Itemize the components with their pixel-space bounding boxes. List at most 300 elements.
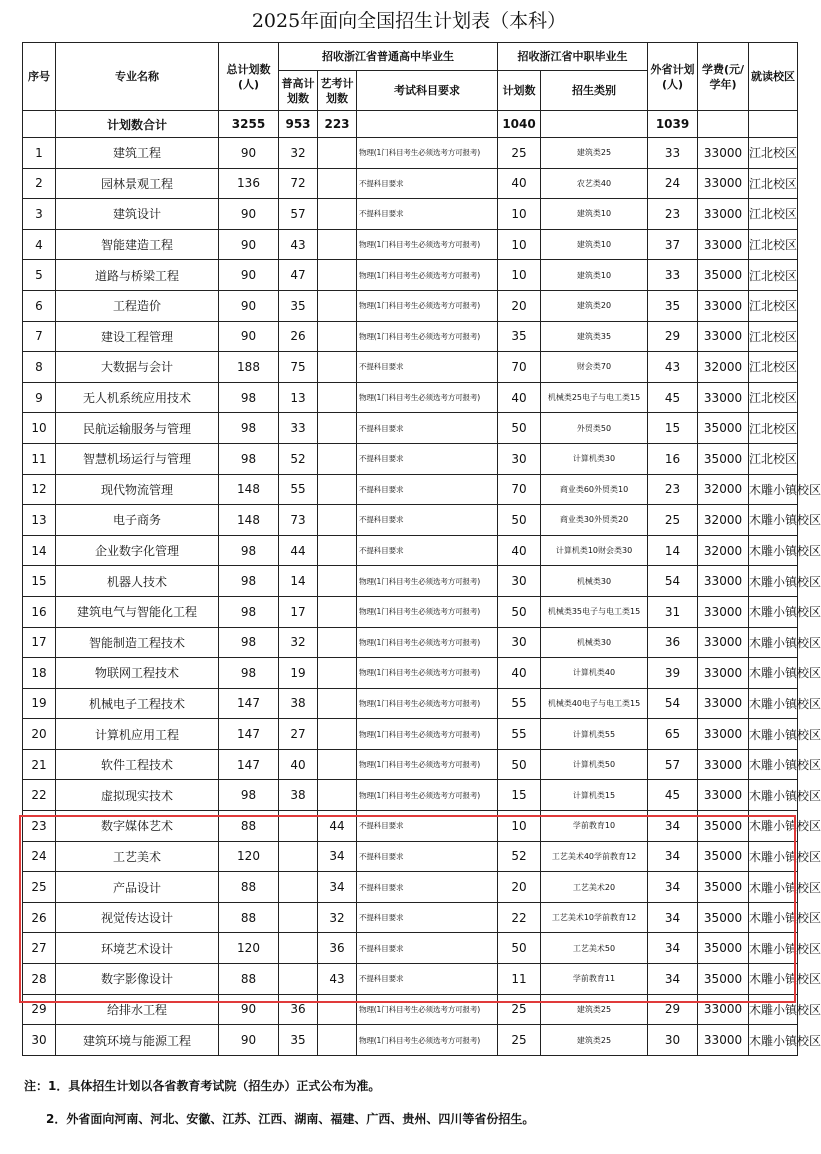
cell-out-province: 24 <box>648 168 698 199</box>
cell-campus: 江北校区 <box>749 138 798 169</box>
totals-voc: 1040 <box>498 111 541 138</box>
cell-voc-plan: 50 <box>498 596 541 627</box>
cell-major: 虚拟现实技术 <box>56 780 219 811</box>
cell-out-province: 34 <box>648 811 698 842</box>
cell-tuition: 35000 <box>698 841 749 872</box>
cell-general: 26 <box>279 321 318 352</box>
cell-seq: 7 <box>23 321 56 352</box>
cell-tuition: 33000 <box>698 321 749 352</box>
cell-out-province: 54 <box>648 566 698 597</box>
table-row <box>23 841 798 872</box>
cell-voc-plan: 50 <box>498 749 541 780</box>
cell-art <box>318 260 357 291</box>
cell-seq: 3 <box>23 199 56 230</box>
cell-total: 98 <box>219 596 279 627</box>
cell-art <box>318 199 357 230</box>
cell-out-province: 57 <box>648 749 698 780</box>
cell-major: 物联网工程技术 <box>56 658 219 689</box>
cell-out-province: 33 <box>648 260 698 291</box>
cell-general: 38 <box>279 780 318 811</box>
cell-seq: 27 <box>23 933 56 964</box>
cell-out-province: 25 <box>648 505 698 536</box>
cell-total: 90 <box>219 994 279 1025</box>
cell-seq: 11 <box>23 443 56 474</box>
cell-out-province: 54 <box>648 688 698 719</box>
cell-art <box>318 658 357 689</box>
table-row <box>23 719 798 750</box>
cell-seq: 10 <box>23 413 56 444</box>
cell-major: 建设工程管理 <box>56 321 219 352</box>
cell-tuition: 32000 <box>698 535 749 566</box>
cell-campus: 木雕小镇校区 <box>749 902 798 933</box>
cell-total: 88 <box>219 964 279 995</box>
cell-tuition: 33000 <box>698 138 749 169</box>
cell-out-province: 33 <box>648 138 698 169</box>
table-row <box>23 413 798 444</box>
cell-tuition: 33000 <box>698 596 749 627</box>
cell-voc-category: 计算机类50 <box>541 749 648 780</box>
footnote-2: 2．外省面向河南、河北、安徽、江苏、江西、湖南、福建、广西、贵州、四川等省份招生。 <box>46 1112 535 1126</box>
cell-tuition: 32000 <box>698 474 749 505</box>
cell-art <box>318 994 357 1025</box>
cell-campus: 木雕小镇校区 <box>749 994 798 1025</box>
table-row <box>23 780 798 811</box>
header-major: 专业名称 <box>56 43 219 111</box>
totals-campus <box>749 111 798 138</box>
cell-major: 数字影像设计 <box>56 964 219 995</box>
cell-voc-plan: 30 <box>498 627 541 658</box>
cell-general <box>279 933 318 964</box>
cell-major: 现代物流管理 <box>56 474 219 505</box>
cell-total: 88 <box>219 872 279 903</box>
cell-voc-plan: 20 <box>498 872 541 903</box>
cell-campus: 木雕小镇校区 <box>749 474 798 505</box>
cell-campus: 木雕小镇校区 <box>749 872 798 903</box>
cell-total: 147 <box>219 749 279 780</box>
cell-general: 43 <box>279 229 318 260</box>
table-row <box>23 872 798 903</box>
cell-voc-plan: 25 <box>498 994 541 1025</box>
table-row <box>23 382 798 413</box>
cell-total: 98 <box>219 535 279 566</box>
cell-out-province: 34 <box>648 964 698 995</box>
cell-general <box>279 841 318 872</box>
cell-seq: 8 <box>23 352 56 383</box>
cell-major: 建筑环境与能源工程 <box>56 1025 219 1056</box>
cell-tuition: 35000 <box>698 260 749 291</box>
cell-out-province: 29 <box>648 994 698 1025</box>
cell-subject-req: 不提科目要求 <box>357 872 498 903</box>
cell-total: 98 <box>219 382 279 413</box>
cell-tuition: 35000 <box>698 933 749 964</box>
cell-out-province: 34 <box>648 902 698 933</box>
cell-out-province: 14 <box>648 535 698 566</box>
cell-voc-category: 建筑类10 <box>541 199 648 230</box>
cell-voc-category: 工艺美术20 <box>541 872 648 903</box>
cell-general: 35 <box>279 1025 318 1056</box>
cell-major: 视觉传达设计 <box>56 902 219 933</box>
cell-voc-category: 建筑类20 <box>541 290 648 321</box>
cell-subject-req: 物理(1门科目考生必须选考方可报考) <box>357 321 498 352</box>
cell-art <box>318 321 357 352</box>
cell-seq: 30 <box>23 1025 56 1056</box>
cell-voc-category: 建筑类10 <box>541 229 648 260</box>
cell-voc-plan: 25 <box>498 1025 541 1056</box>
totals-label: 计划数合计 <box>56 111 219 138</box>
cell-major: 计算机应用工程 <box>56 719 219 750</box>
cell-total: 188 <box>219 352 279 383</box>
header-total: 总计划数(人) <box>219 43 279 111</box>
cell-art: 34 <box>318 872 357 903</box>
cell-voc-category: 学前教育11 <box>541 964 648 995</box>
cell-total: 90 <box>219 260 279 291</box>
header-voc-plan: 计划数 <box>498 71 541 111</box>
cell-art <box>318 749 357 780</box>
cell-major: 电子商务 <box>56 505 219 536</box>
table-row <box>23 902 798 933</box>
cell-campus: 木雕小镇校区 <box>749 1025 798 1056</box>
cell-seq: 17 <box>23 627 56 658</box>
cell-major: 建筑电气与智能化工程 <box>56 596 219 627</box>
cell-out-province: 36 <box>648 627 698 658</box>
cell-out-province: 29 <box>648 321 698 352</box>
cell-voc-plan: 15 <box>498 780 541 811</box>
cell-tuition: 33000 <box>698 627 749 658</box>
cell-out-province: 39 <box>648 658 698 689</box>
cell-campus: 木雕小镇校区 <box>749 627 798 658</box>
cell-campus: 木雕小镇校区 <box>749 841 798 872</box>
cell-subject-req: 不提科目要求 <box>357 811 498 842</box>
cell-art: 34 <box>318 841 357 872</box>
cell-tuition: 33000 <box>698 566 749 597</box>
table-row <box>23 229 798 260</box>
cell-tuition: 33000 <box>698 199 749 230</box>
cell-art <box>318 627 357 658</box>
cell-voc-category: 计算机类10财会类30 <box>541 535 648 566</box>
cell-general: 17 <box>279 596 318 627</box>
cell-voc-category: 建筑类25 <box>541 138 648 169</box>
cell-general: 32 <box>279 138 318 169</box>
table-row <box>23 505 798 536</box>
cell-seq: 6 <box>23 290 56 321</box>
cell-major: 环境艺术设计 <box>56 933 219 964</box>
cell-major: 园林景观工程 <box>56 168 219 199</box>
cell-campus: 木雕小镇校区 <box>749 658 798 689</box>
enrollment-plan-table <box>22 42 821 1056</box>
cell-total: 147 <box>219 719 279 750</box>
cell-general: 36 <box>279 994 318 1025</box>
cell-campus: 江北校区 <box>749 321 798 352</box>
cell-art: 32 <box>318 902 357 933</box>
cell-art <box>318 688 357 719</box>
cell-art <box>318 229 357 260</box>
table-row <box>23 749 798 780</box>
cell-subject-req: 物理(1门科目考生必须选考方可报考) <box>357 688 498 719</box>
cell-voc-plan: 70 <box>498 474 541 505</box>
table-row <box>23 535 798 566</box>
cell-tuition: 33000 <box>698 382 749 413</box>
cell-tuition: 35000 <box>698 443 749 474</box>
cell-voc-plan: 50 <box>498 505 541 536</box>
header-art-plan: 艺考计划数 <box>318 71 357 111</box>
cell-voc-plan: 50 <box>498 933 541 964</box>
cell-general: 32 <box>279 627 318 658</box>
cell-voc-category: 计算机类15 <box>541 780 648 811</box>
cell-seq: 19 <box>23 688 56 719</box>
cell-subject-req: 不提科目要求 <box>357 505 498 536</box>
header-general-plan: 普高计划数 <box>279 71 318 111</box>
cell-voc-plan: 40 <box>498 168 541 199</box>
cell-total: 120 <box>219 841 279 872</box>
cell-seq: 4 <box>23 229 56 260</box>
cell-campus: 江北校区 <box>749 443 798 474</box>
cell-subject-req: 不提科目要求 <box>357 168 498 199</box>
cell-campus: 江北校区 <box>749 290 798 321</box>
totals-seq <box>23 111 56 138</box>
cell-total: 98 <box>219 627 279 658</box>
cell-tuition: 32000 <box>698 352 749 383</box>
cell-total: 148 <box>219 474 279 505</box>
header-voc-category: 招生类别 <box>541 71 648 111</box>
cell-total: 147 <box>219 688 279 719</box>
table-row <box>23 566 798 597</box>
table-row <box>23 964 798 995</box>
cell-seq: 28 <box>23 964 56 995</box>
cell-total: 90 <box>219 229 279 260</box>
cell-art: 43 <box>318 964 357 995</box>
cell-art <box>318 596 357 627</box>
cell-total: 120 <box>219 933 279 964</box>
cell-campus: 木雕小镇校区 <box>749 933 798 964</box>
cell-general <box>279 811 318 842</box>
cell-major: 工程造价 <box>56 290 219 321</box>
table-row <box>23 199 798 230</box>
cell-voc-plan: 30 <box>498 566 541 597</box>
cell-voc-category: 工艺美术10学前教育12 <box>541 902 648 933</box>
cell-out-province: 65 <box>648 719 698 750</box>
cell-general: 73 <box>279 505 318 536</box>
table-row <box>23 321 798 352</box>
cell-out-province: 15 <box>648 413 698 444</box>
cell-subject-req: 物理(1门科目考生必须选考方可报考) <box>357 627 498 658</box>
cell-subject-req: 不提科目要求 <box>357 841 498 872</box>
cell-campus: 木雕小镇校区 <box>749 535 798 566</box>
cell-total: 90 <box>219 199 279 230</box>
table-row <box>23 933 798 964</box>
cell-out-province: 31 <box>648 596 698 627</box>
cell-subject-req: 物理(1门科目考生必须选考方可报考) <box>357 566 498 597</box>
header-subject-req: 考试科目要求 <box>357 71 498 111</box>
cell-subject-req: 物理(1门科目考生必须选考方可报考) <box>357 229 498 260</box>
cell-total: 98 <box>219 566 279 597</box>
cell-voc-category: 机械类40电子与电工类15 <box>541 688 648 719</box>
cell-campus: 江北校区 <box>749 168 798 199</box>
table-row <box>23 352 798 383</box>
table-row <box>23 168 798 199</box>
cell-seq: 14 <box>23 535 56 566</box>
cell-total: 98 <box>219 443 279 474</box>
table-row <box>23 290 798 321</box>
cell-out-province: 16 <box>648 443 698 474</box>
cell-general: 52 <box>279 443 318 474</box>
table-row <box>23 688 798 719</box>
cell-art <box>318 474 357 505</box>
cell-total: 98 <box>219 413 279 444</box>
cell-major: 大数据与会计 <box>56 352 219 383</box>
cell-subject-req: 物理(1门科目考生必须选考方可报考) <box>357 138 498 169</box>
cell-voc-category: 机械类30 <box>541 627 648 658</box>
cell-voc-plan: 10 <box>498 229 541 260</box>
cell-subject-req: 物理(1门科目考生必须选考方可报考) <box>357 749 498 780</box>
table-row <box>23 627 798 658</box>
cell-tuition: 33000 <box>698 994 749 1025</box>
cell-major: 智能制造工程技术 <box>56 627 219 658</box>
cell-voc-category: 工艺美术40学前教育12 <box>541 841 648 872</box>
cell-total: 90 <box>219 321 279 352</box>
cell-total: 88 <box>219 811 279 842</box>
cell-voc-category: 财会类70 <box>541 352 648 383</box>
cell-campus: 木雕小镇校区 <box>749 719 798 750</box>
cell-campus: 江北校区 <box>749 413 798 444</box>
cell-major: 建筑工程 <box>56 138 219 169</box>
cell-voc-plan: 25 <box>498 138 541 169</box>
cell-voc-category: 外贸类50 <box>541 413 648 444</box>
cell-art <box>318 352 357 383</box>
cell-subject-req: 物理(1门科目考生必须选考方可报考) <box>357 780 498 811</box>
cell-general: 44 <box>279 535 318 566</box>
table-row <box>23 994 798 1025</box>
table-row <box>23 474 798 505</box>
cell-total: 148 <box>219 505 279 536</box>
cell-subject-req: 不提科目要求 <box>357 933 498 964</box>
cell-tuition: 33000 <box>698 688 749 719</box>
cell-general: 35 <box>279 290 318 321</box>
cell-out-province: 34 <box>648 841 698 872</box>
cell-subject-req: 不提科目要求 <box>357 199 498 230</box>
cell-general: 13 <box>279 382 318 413</box>
cell-general <box>279 902 318 933</box>
cell-voc-plan: 35 <box>498 321 541 352</box>
cell-tuition: 33000 <box>698 658 749 689</box>
cell-voc-plan: 40 <box>498 382 541 413</box>
cell-seq: 24 <box>23 841 56 872</box>
totals-cat <box>541 111 648 138</box>
cell-subject-req: 不提科目要求 <box>357 443 498 474</box>
table-row <box>23 811 798 842</box>
cell-major: 智慧机场运行与管理 <box>56 443 219 474</box>
cell-major: 企业数字化管理 <box>56 535 219 566</box>
cell-seq: 22 <box>23 780 56 811</box>
cell-total: 90 <box>219 290 279 321</box>
cell-voc-plan: 30 <box>498 443 541 474</box>
cell-general <box>279 872 318 903</box>
cell-campus: 木雕小镇校区 <box>749 811 798 842</box>
cell-seq: 20 <box>23 719 56 750</box>
cell-major: 民航运输服务与管理 <box>56 413 219 444</box>
table-row <box>23 443 798 474</box>
header-zj-general: 招收浙江省普通高中毕业生 <box>279 43 498 71</box>
cell-major: 工艺美术 <box>56 841 219 872</box>
cell-voc-category: 建筑类10 <box>541 260 648 291</box>
cell-voc-plan: 10 <box>498 199 541 230</box>
cell-voc-category: 农艺类40 <box>541 168 648 199</box>
cell-campus: 木雕小镇校区 <box>749 566 798 597</box>
cell-campus: 木雕小镇校区 <box>749 964 798 995</box>
cell-subject-req: 物理(1门科目考生必须选考方可报考) <box>357 994 498 1025</box>
cell-seq: 9 <box>23 382 56 413</box>
cell-voc-category: 工艺美术50 <box>541 933 648 964</box>
cell-out-province: 34 <box>648 933 698 964</box>
cell-out-province: 45 <box>648 382 698 413</box>
cell-campus: 木雕小镇校区 <box>749 780 798 811</box>
cell-seq: 5 <box>23 260 56 291</box>
cell-out-province: 30 <box>648 1025 698 1056</box>
cell-subject-req: 物理(1门科目考生必须选考方可报考) <box>357 382 498 413</box>
cell-voc-category: 商业类30外贸类20 <box>541 505 648 536</box>
cell-out-province: 43 <box>648 352 698 383</box>
totals-art: 223 <box>318 111 357 138</box>
cell-total: 90 <box>219 1025 279 1056</box>
cell-seq: 2 <box>23 168 56 199</box>
cell-voc-category: 机械类35电子与电工类15 <box>541 596 648 627</box>
cell-seq: 23 <box>23 811 56 842</box>
header-seq: 序号 <box>23 43 56 111</box>
cell-voc-category: 建筑类35 <box>541 321 648 352</box>
cell-voc-category: 计算机类40 <box>541 658 648 689</box>
cell-out-province: 34 <box>648 872 698 903</box>
cell-campus: 江北校区 <box>749 260 798 291</box>
cell-tuition: 33000 <box>698 719 749 750</box>
cell-major: 软件工程技术 <box>56 749 219 780</box>
cell-campus: 木雕小镇校区 <box>749 749 798 780</box>
cell-voc-category: 计算机类55 <box>541 719 648 750</box>
cell-campus: 木雕小镇校区 <box>749 688 798 719</box>
cell-subject-req: 不提科目要求 <box>357 902 498 933</box>
cell-subject-req: 不提科目要求 <box>357 413 498 444</box>
cell-seq: 29 <box>23 994 56 1025</box>
cell-seq: 18 <box>23 658 56 689</box>
cell-subject-req: 物理(1门科目考生必须选考方可报考) <box>357 290 498 321</box>
cell-out-province: 45 <box>648 780 698 811</box>
cell-voc-plan: 10 <box>498 260 541 291</box>
cell-tuition: 35000 <box>698 413 749 444</box>
header-campus: 就读校区 <box>749 43 798 111</box>
cell-voc-category: 计算机类30 <box>541 443 648 474</box>
cell-subject-req: 物理(1门科目考生必须选考方可报考) <box>357 260 498 291</box>
cell-tuition: 33000 <box>698 749 749 780</box>
cell-major: 无人机系统应用技术 <box>56 382 219 413</box>
cell-voc-plan: 52 <box>498 841 541 872</box>
cell-subject-req: 物理(1门科目考生必须选考方可报考) <box>357 1025 498 1056</box>
cell-seq: 15 <box>23 566 56 597</box>
table-row <box>23 260 798 291</box>
cell-major: 机器人技术 <box>56 566 219 597</box>
cell-seq: 26 <box>23 902 56 933</box>
cell-seq: 12 <box>23 474 56 505</box>
cell-art <box>318 413 357 444</box>
cell-tuition: 35000 <box>698 964 749 995</box>
cell-campus: 江北校区 <box>749 352 798 383</box>
cell-voc-plan: 70 <box>498 352 541 383</box>
cell-voc-plan: 11 <box>498 964 541 995</box>
table-body <box>23 138 821 1056</box>
cell-tuition: 33000 <box>698 229 749 260</box>
cell-total: 136 <box>219 168 279 199</box>
cell-general: 57 <box>279 199 318 230</box>
cell-art <box>318 443 357 474</box>
cell-seq: 16 <box>23 596 56 627</box>
cell-general: 38 <box>279 688 318 719</box>
